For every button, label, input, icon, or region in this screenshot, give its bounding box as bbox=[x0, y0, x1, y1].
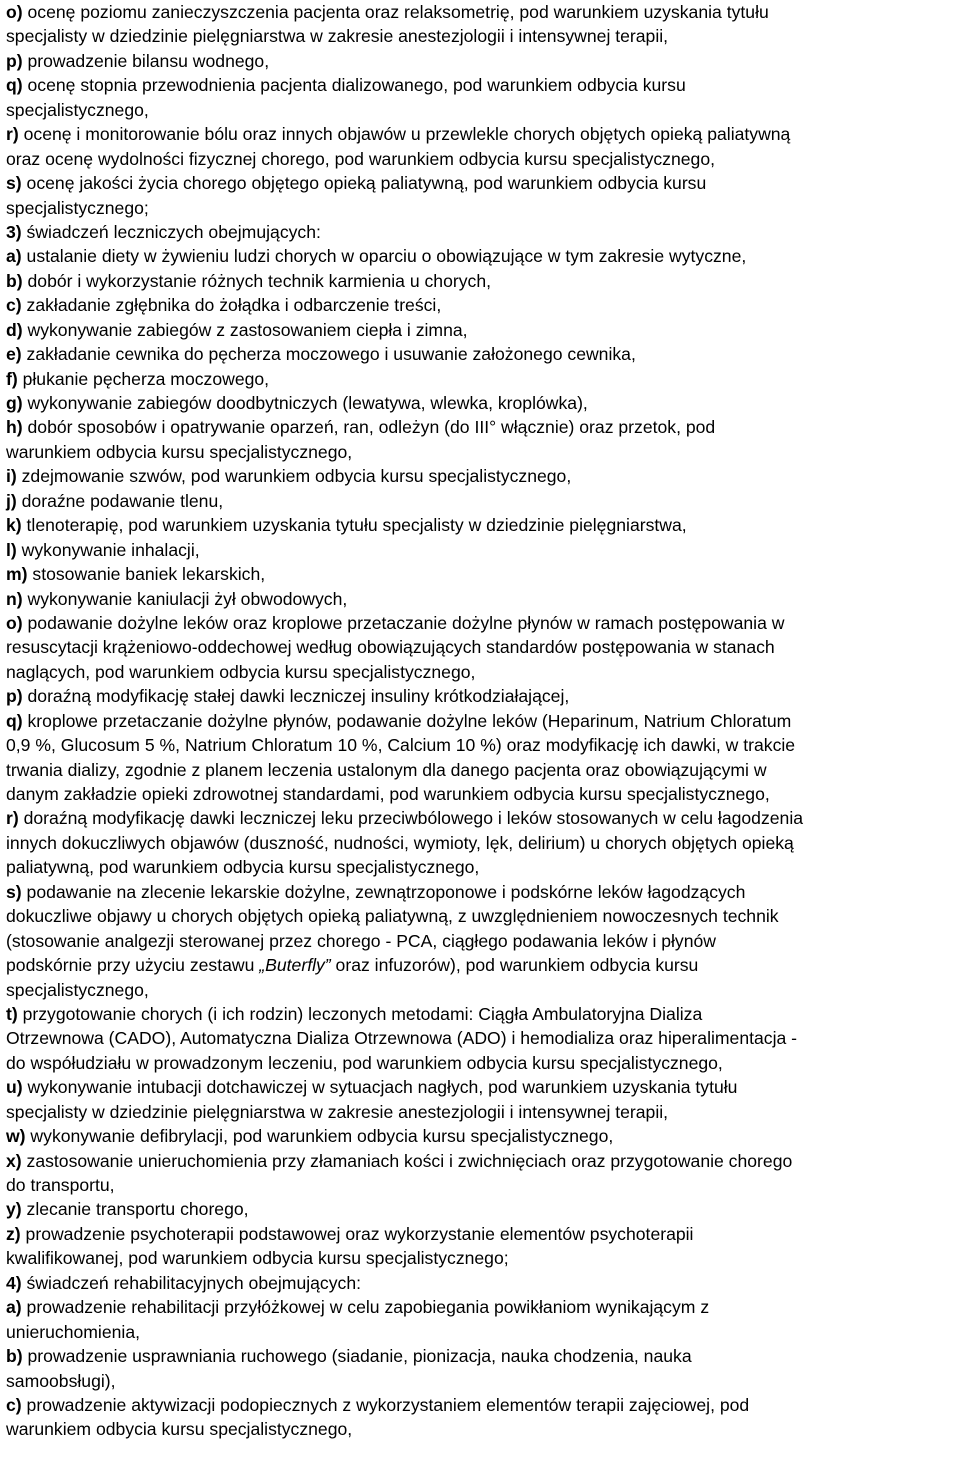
item-marker: a) bbox=[6, 1297, 22, 1318]
line-text: doraźną modyfikację dawki leczniczej leku przeciwbólowego i leków stosowanych w celu łagodzenia bbox=[18, 808, 804, 829]
item-marker: p) bbox=[6, 686, 23, 707]
item-marker: b) bbox=[6, 270, 23, 291]
line-text: naglących, pod warunkiem odbycia kursu specjalistycznego, bbox=[6, 661, 476, 682]
item-marker: s) bbox=[6, 173, 22, 194]
line-text: (stosowanie analgezji sterowanej przez chorego - PCA, ciągłego podawania leków i płynów bbox=[6, 930, 717, 951]
line-text: prowadzenie psychoterapii podstawowej oraz wykorzystanie elementów psychoterapii bbox=[20, 1223, 694, 1244]
text-line bbox=[6, 978, 956, 1002]
text-line bbox=[6, 24, 956, 48]
line-text: specjalistycznego, bbox=[6, 979, 149, 1000]
line-text: specjalisty w dziedzinie pielęgniarstwa w zakresie anestezjologii i intensywnej terapii, bbox=[6, 1101, 669, 1122]
line-text: dokuczliwe objawy u chorych objętych opieką paliatywną, z uwzględnieniem nowoczesnych technik bbox=[6, 906, 779, 927]
item-marker: y) bbox=[6, 1199, 22, 1220]
line-text: wykonywanie inhalacji, bbox=[16, 539, 200, 560]
line-text: specjalisty w dziedzinie pielęgniarstwa w zakresie anestezjologii i intensywnej terapii, bbox=[6, 26, 669, 47]
line-text: podawanie na zlecenie lekarskie dożylne, zewnątrzoponowe i podskórne leków łagodzących bbox=[21, 881, 746, 902]
item-marker: j) bbox=[6, 490, 17, 511]
line-text: płukanie pęcherza moczowego, bbox=[17, 368, 270, 389]
item-marker: 4) bbox=[6, 1272, 22, 1293]
text-line bbox=[6, 1295, 956, 1319]
item-marker: q) bbox=[6, 710, 23, 731]
text-line bbox=[6, 1075, 956, 1099]
line-text: ocenę poziomu zanieczyszczenia pacjenta oraz relaksometrię, pod warunkiem uzyskania tytułu bbox=[22, 2, 769, 22]
line-text: unieruchomienia, bbox=[6, 1321, 140, 1342]
item-marker: c) bbox=[6, 1394, 22, 1415]
text-line bbox=[6, 953, 956, 977]
line-text: zakładanie cewnika do pęcherza moczowego i usuwanie założonego cewnika, bbox=[21, 344, 636, 365]
line-text: ocenę jakości życia chorego objętego opieką paliatywną, pod warunkiem odbycia kursu bbox=[21, 173, 707, 194]
text-line bbox=[6, 318, 956, 342]
text-line bbox=[6, 1246, 956, 1270]
line-text: tlenoterapię, pod warunkiem uzyskania tytułu specjalisty w dziedzinie pielęgniarstwa, bbox=[21, 515, 687, 536]
text-line bbox=[6, 1002, 956, 1026]
item-marker: z) bbox=[6, 1223, 21, 1244]
text-line bbox=[6, 367, 956, 391]
line-text: kroplowe przetaczanie dożylne płynów, podawanie dożylne leków (Heparinum, Natrium Chloratum bbox=[22, 710, 792, 731]
text-line bbox=[6, 342, 956, 366]
text-line bbox=[6, 660, 956, 684]
text-line bbox=[6, 147, 956, 171]
line-text: wykonywanie defibrylacji, pod warunkiem odbycia kursu specjalistycznego, bbox=[25, 1126, 614, 1147]
text-line bbox=[6, 1051, 956, 1075]
text-line bbox=[6, 1197, 956, 1221]
line-text: ocenę i monitorowanie bólu oraz innych objawów u przewlekle chorych objętych opieką paliatywną bbox=[18, 124, 791, 145]
item-marker: x) bbox=[6, 1150, 22, 1171]
item-marker: i) bbox=[6, 466, 17, 487]
line-text: zakładanie zgłębnika do żołądka i odbarczenie treści, bbox=[21, 295, 442, 316]
line-text: zastosowanie unieruchomienia przy złamaniach kości i zwichnięciach oraz przygotowanie chorego bbox=[21, 1150, 793, 1171]
text-line bbox=[6, 538, 956, 562]
text-line bbox=[6, 489, 956, 513]
item-marker: r) bbox=[6, 808, 19, 829]
line-text: prowadzenie rehabilitacji przyłóżkowej w celu zapobiegania powikłaniom wynikającym z bbox=[21, 1297, 710, 1318]
text-line bbox=[6, 1393, 956, 1417]
line-text: danym zakładzie opieki zdrowotnej standardami, pod warunkiem odbycia kursu specjalistycznego, bbox=[6, 784, 770, 804]
product-name-italic: „Buterfly” bbox=[259, 955, 331, 976]
item-marker: o) bbox=[6, 2, 23, 22]
text-line bbox=[6, 513, 956, 537]
line-text: wykonywanie kaniulacji żył obwodowych, bbox=[22, 588, 348, 609]
item-marker: m) bbox=[6, 564, 28, 585]
text-line bbox=[6, 1344, 956, 1368]
line-text: wykonywanie zabiegów doodbytniczych (lewatywa, wlewka, kroplówka), bbox=[22, 393, 588, 413]
item-marker: t) bbox=[6, 1003, 18, 1024]
line-text: kwalifikowanej, pod warunkiem odbycia kursu specjalistycznego; bbox=[6, 1248, 509, 1269]
line-text: przygotowanie chorych (i ich rodzin) leczonych metodami: Ciągła Ambulatoryjna Dializa bbox=[17, 1003, 703, 1024]
line-text: zlecanie transportu chorego, bbox=[21, 1199, 249, 1220]
line-text: Otrzewnowa (CADO), Automatyczna Dializa Otrzewnowa (ADO) i hemodializa oraz hiperalimentacja - bbox=[6, 1028, 798, 1049]
line-text: wykonywanie zabiegów z zastosowaniem ciepła i zimna, bbox=[22, 319, 468, 340]
text-line bbox=[6, 73, 956, 97]
line-text: do współudziału w prowadzonym leczeniu, pod warunkiem odbycia kursu specjalistycznego, bbox=[6, 1052, 723, 1073]
line-text: specjalistycznego; bbox=[6, 197, 149, 218]
line-text: trwania dializy, zgodnie z planem leczenia ustalonym dla danego pacjenta oraz obowiązującymi w bbox=[6, 759, 767, 780]
item-marker: d) bbox=[6, 319, 23, 340]
line-text: specjalistycznego, bbox=[6, 99, 149, 120]
text-line bbox=[6, 684, 956, 708]
item-marker: 3) bbox=[6, 221, 22, 242]
text-line bbox=[6, 709, 956, 733]
item-marker: w) bbox=[6, 1126, 26, 1147]
text-line bbox=[6, 929, 956, 953]
item-marker: r) bbox=[6, 124, 19, 145]
text-line bbox=[6, 1271, 956, 1295]
line-text: dobór sposobów i opatrywanie oparzeń, ran, odleżyn (do III° włącznie) oraz przetok, pod bbox=[22, 417, 716, 438]
item-marker: h) bbox=[6, 417, 23, 438]
line-text: podawanie dożylne leków oraz kroplowe przetaczanie dożylne płynów w ramach postępowania w bbox=[22, 612, 785, 633]
text-line bbox=[6, 1222, 956, 1246]
item-marker: l) bbox=[6, 539, 17, 560]
line-text: świadczeń leczniczych obejmujących: bbox=[21, 221, 321, 242]
line-text: warunkiem odbycia kursu specjalistycznego, bbox=[6, 441, 353, 462]
line-text: prowadzenie bilansu wodnego, bbox=[22, 50, 270, 71]
line-text: warunkiem odbycia kursu specjalistycznego, bbox=[6, 1419, 353, 1440]
text-line bbox=[6, 635, 956, 659]
item-marker: s) bbox=[6, 881, 22, 902]
text-line bbox=[6, 904, 956, 928]
text-line bbox=[6, 587, 956, 611]
text-line bbox=[6, 244, 956, 268]
line-text: świadczeń rehabilitacyjnych obejmujących: bbox=[21, 1272, 361, 1293]
item-marker: p) bbox=[6, 50, 23, 71]
line-text: prowadzenie usprawniania ruchowego (siadanie, pionizacja, nauka chodzenia, nauka bbox=[22, 1346, 692, 1367]
text-line bbox=[6, 391, 956, 415]
text-line bbox=[6, 171, 956, 195]
line-text: ocenę stopnia przewodnienia pacjenta dializowanego, pod warunkiem odbycia kursu bbox=[22, 75, 686, 96]
line-text: podskórnie przy użyciu zestawu „Buterfly” oraz infuzorów), pod warunkiem odbycia kursu bbox=[6, 955, 699, 976]
line-text: dobór i wykorzystanie różnych technik karmienia u chorych, bbox=[22, 270, 491, 291]
item-marker: o) bbox=[6, 612, 23, 633]
text-line bbox=[6, 733, 956, 757]
item-marker: f) bbox=[6, 368, 18, 389]
item-marker: a) bbox=[6, 246, 22, 267]
item-marker: b) bbox=[6, 1346, 23, 1367]
text-line bbox=[6, 269, 956, 293]
item-marker: k) bbox=[6, 515, 22, 536]
item-marker: u) bbox=[6, 1077, 23, 1098]
line-text: oraz ocenę wydolności fizycznej chorego, pod warunkiem odbycia kursu specjalistycznego, bbox=[6, 148, 715, 169]
line-text: resuscytacji krążeniowo-oddechowej według obowiązujących standardów postępowania w stanach bbox=[6, 637, 775, 658]
text-line bbox=[6, 293, 956, 317]
line-text: innych dokuczliwych objawów (duszność, nudności, wymioty, lęk, delirium) u chorych objętych opieką bbox=[6, 832, 794, 853]
text-line bbox=[6, 464, 956, 488]
line-text: wykonywanie intubacji dotchawiczej w sytuacjach nagłych, pod warunkiem uzyskania tytułu bbox=[22, 1077, 738, 1098]
text-line bbox=[6, 1100, 956, 1124]
item-marker: g) bbox=[6, 393, 23, 413]
line-text: samoobsługi), bbox=[6, 1370, 116, 1391]
text-line bbox=[6, 562, 956, 586]
text-line bbox=[6, 98, 956, 122]
text-line bbox=[6, 831, 956, 855]
text-line bbox=[6, 1149, 956, 1173]
item-marker: q) bbox=[6, 75, 23, 96]
item-marker: n) bbox=[6, 588, 23, 609]
text-line bbox=[6, 1417, 956, 1441]
text-line bbox=[6, 782, 956, 806]
line-text: zdejmowanie szwów, pod warunkiem odbycia kursu specjalistycznego, bbox=[16, 466, 572, 487]
line-text: paliatywną, pod warunkiem odbycia kursu specjalistycznego, bbox=[6, 857, 480, 878]
text-line bbox=[6, 0, 956, 24]
text-line bbox=[6, 1369, 956, 1393]
text-line bbox=[6, 1173, 956, 1197]
text-line bbox=[6, 415, 956, 439]
text-line bbox=[6, 1124, 956, 1148]
text-line bbox=[6, 855, 956, 879]
line-text: 0,9 %, Glucosum 5 %, Natrium Chloratum 10 %, Calcium 10 %) oraz modyfikację ich dawki, w trakcie bbox=[6, 735, 796, 756]
text-line bbox=[6, 1320, 956, 1344]
line-text: stosowanie baniek lekarskich, bbox=[27, 564, 266, 585]
text-line bbox=[6, 440, 956, 464]
text-line bbox=[6, 220, 956, 244]
line-text: do transportu, bbox=[6, 1175, 115, 1195]
text-line bbox=[6, 1026, 956, 1050]
line-text: prowadzenie aktywizacji podopiecznych z wykorzystaniem elementów terapii zajęciowej, pod bbox=[21, 1394, 750, 1415]
text-line bbox=[6, 49, 956, 73]
text-line bbox=[6, 196, 956, 220]
text-line bbox=[6, 880, 956, 904]
item-marker: c) bbox=[6, 295, 22, 316]
text-line bbox=[6, 611, 956, 635]
text-line bbox=[6, 806, 956, 830]
item-marker: e) bbox=[6, 344, 22, 365]
line-text: doraźną modyfikację stałej dawki leczniczej insuliny krótkodziałającej, bbox=[22, 686, 570, 707]
line-text: ustalanie diety w żywieniu ludzi chorych w oparciu o obowiązujące w tym zakresie wytyczne, bbox=[21, 246, 747, 267]
text-line bbox=[6, 758, 956, 782]
text-line bbox=[6, 122, 956, 146]
line-text: doraźne podawanie tlenu, bbox=[16, 490, 224, 511]
